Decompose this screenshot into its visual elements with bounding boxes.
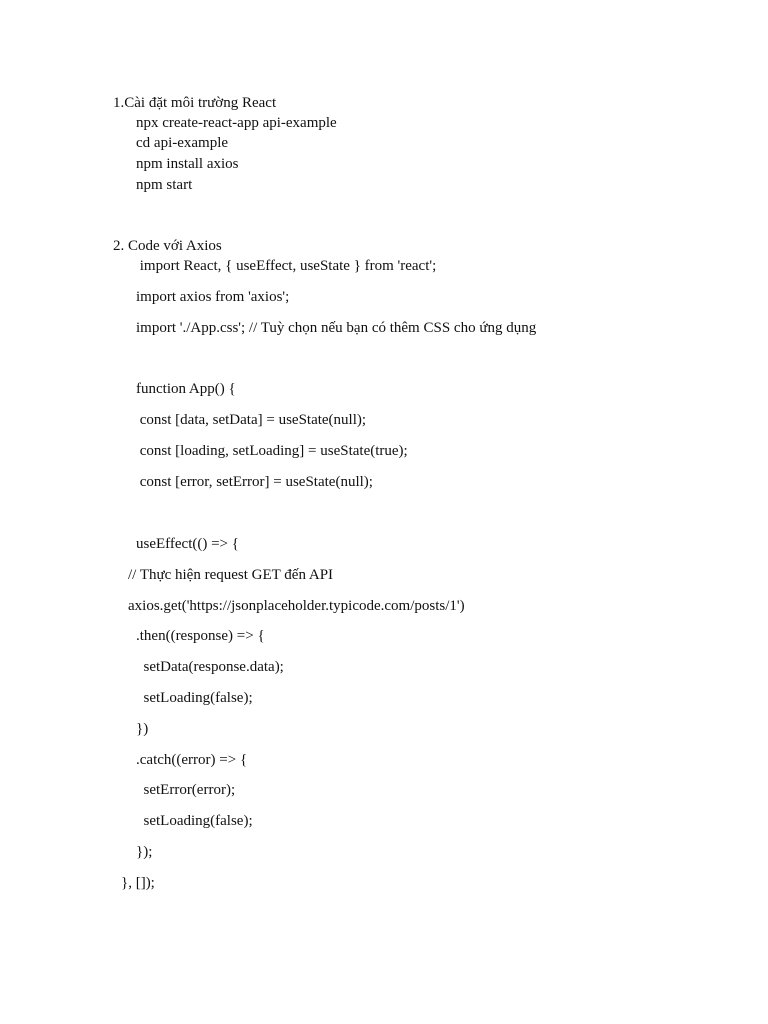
code-line: import './App.css'; // Tuỳ chọn nếu bạn có thêm CSS cho ứng dụng: [136, 320, 537, 336]
command-line: cd api-example: [136, 135, 229, 151]
code-line: useEffect(() => {: [136, 536, 239, 552]
code-line: setData(response.data);: [136, 659, 284, 675]
code-line: }): [136, 721, 149, 737]
code-line: const [loading, setLoading] = useState(true);: [136, 443, 408, 459]
code-line: setLoading(false);: [136, 813, 253, 829]
code-line: const [error, setError] = useState(null);: [136, 474, 373, 490]
command-line: npm start: [136, 177, 193, 193]
code-line: setLoading(false);: [136, 690, 253, 706]
code-line: import React, { useEffect, useState } from 'react';: [136, 258, 437, 274]
code-line: setError(error);: [136, 782, 236, 798]
code-line: axios.get('https://jsonplaceholder.typicode.com/posts/1'): [128, 598, 465, 614]
code-line: .catch((error) => {: [136, 752, 248, 768]
code-line: const [data, setData] = useState(null);: [136, 412, 367, 428]
code-line: .then((response) => {: [136, 628, 265, 644]
command-line: npm install axios: [136, 156, 239, 172]
section1-heading: 1.Cài đặt môi trường React: [113, 95, 277, 111]
code-line: import axios from 'axios';: [136, 289, 290, 305]
code-line: function App() {: [136, 381, 236, 397]
command-line: npx create-react-app api-example: [136, 115, 337, 131]
code-comment-line: // Thực hiện request GET đến API: [128, 567, 334, 583]
section2-heading: 2. Code với Axios: [113, 238, 222, 254]
code-line: }, []);: [121, 875, 155, 891]
code-line: });: [136, 844, 153, 860]
